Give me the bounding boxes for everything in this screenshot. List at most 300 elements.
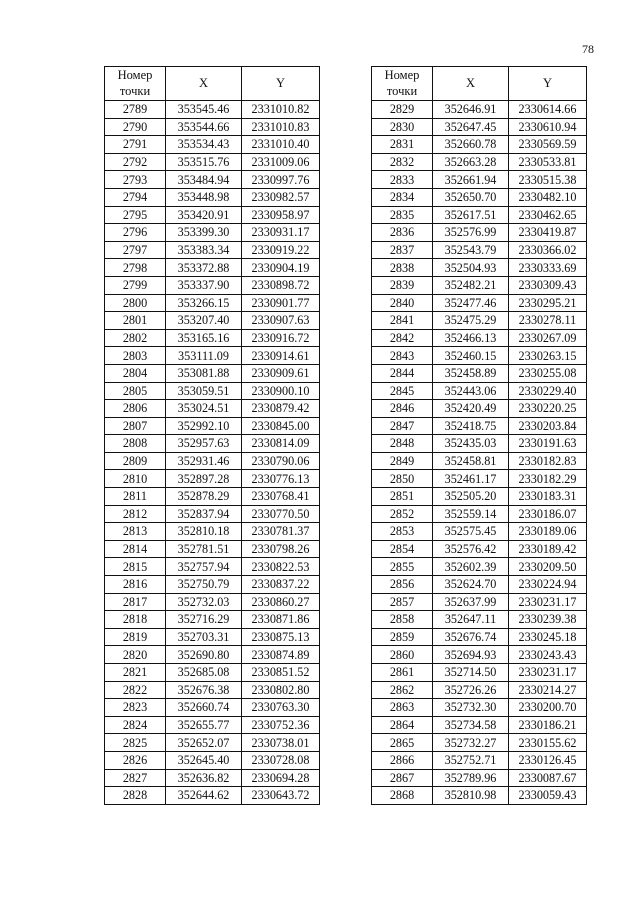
y-coordinate-cell: 2330790.06 [242, 452, 320, 470]
y-coordinate-cell: 2331010.83 [242, 118, 320, 136]
y-coordinate-cell: 2330263.15 [509, 347, 587, 365]
table-row [105, 787, 320, 805]
point-number-cell: 2867 [372, 769, 433, 787]
x-coordinate-cell: 353337.90 [166, 276, 242, 294]
point-number-cell: 2825 [105, 734, 166, 752]
y-coordinate-cell: 2330728.08 [242, 751, 320, 769]
y-coordinate-cell: 2330209.50 [509, 558, 587, 576]
point-number-cell: 2805 [105, 382, 166, 400]
y-coordinate-cell: 2330776.13 [242, 470, 320, 488]
point-number-cell: 2845 [372, 382, 433, 400]
table-row [105, 646, 320, 664]
table-header-row [372, 67, 587, 101]
x-coordinate-cell: 352477.46 [433, 294, 509, 312]
table-row [372, 224, 587, 242]
table-row [105, 611, 320, 629]
point-number-cell: 2839 [372, 276, 433, 294]
x-coordinate-cell: 353024.51 [166, 400, 242, 418]
x-coordinate-cell: 353484.94 [166, 171, 242, 189]
table-row [372, 347, 587, 365]
table-row [105, 470, 320, 488]
point-number-cell: 2809 [105, 452, 166, 470]
x-coordinate-cell: 352466.13 [433, 329, 509, 347]
table-row [372, 734, 587, 752]
point-number-cell: 2831 [372, 136, 433, 154]
point-number-cell: 2829 [372, 101, 433, 119]
table-row [105, 364, 320, 382]
y-coordinate-cell: 2330309.43 [509, 276, 587, 294]
y-coordinate-cell: 2330781.37 [242, 523, 320, 541]
x-coordinate-cell: 352647.45 [433, 118, 509, 136]
table-row [372, 400, 587, 418]
x-coordinate-cell: 352752.71 [433, 751, 509, 769]
y-coordinate-cell: 2331010.40 [242, 136, 320, 154]
point-number-cell: 2849 [372, 452, 433, 470]
y-coordinate-cell: 2330229.40 [509, 382, 587, 400]
point-number-cell: 2844 [372, 364, 433, 382]
table-row [105, 540, 320, 558]
y-coordinate-cell: 2330255.08 [509, 364, 587, 382]
point-number-cell: 2814 [105, 540, 166, 558]
header-point-number: Номер точки [372, 67, 433, 101]
table-row [105, 136, 320, 154]
x-coordinate-cell: 352663.28 [433, 153, 509, 171]
point-number-cell: 2796 [105, 224, 166, 242]
y-coordinate-cell: 2330278.11 [509, 312, 587, 330]
point-number-cell: 2840 [372, 294, 433, 312]
point-number-cell: 2846 [372, 400, 433, 418]
table-row [372, 312, 587, 330]
table-row [105, 452, 320, 470]
y-coordinate-cell: 2330614.66 [509, 101, 587, 119]
x-coordinate-cell: 352617.51 [433, 206, 509, 224]
y-coordinate-cell: 2330239.38 [509, 611, 587, 629]
table-row [372, 558, 587, 576]
y-coordinate-cell: 2330224.94 [509, 576, 587, 594]
header-y: Y [509, 67, 587, 101]
x-coordinate-cell: 352443.06 [433, 382, 509, 400]
y-coordinate-cell: 2330569.59 [509, 136, 587, 154]
x-coordinate-cell: 352420.49 [433, 400, 509, 418]
point-number-cell: 2807 [105, 417, 166, 435]
x-coordinate-cell: 353545.46 [166, 101, 242, 119]
table-row [105, 417, 320, 435]
y-coordinate-cell: 2330203.84 [509, 417, 587, 435]
x-coordinate-cell: 353534.43 [166, 136, 242, 154]
x-coordinate-cell: 352461.17 [433, 470, 509, 488]
coordinates-table-left [104, 66, 320, 805]
point-number-cell: 2790 [105, 118, 166, 136]
table-row [105, 329, 320, 347]
point-number-cell: 2792 [105, 153, 166, 171]
y-coordinate-cell: 2331010.82 [242, 101, 320, 119]
x-coordinate-cell: 352661.94 [433, 171, 509, 189]
y-coordinate-cell: 2330931.17 [242, 224, 320, 242]
table-row [372, 593, 587, 611]
point-number-cell: 2836 [372, 224, 433, 242]
point-number-cell: 2864 [372, 716, 433, 734]
y-coordinate-cell: 2330333.69 [509, 259, 587, 277]
point-number-cell: 2798 [105, 259, 166, 277]
y-coordinate-cell: 2330845.00 [242, 417, 320, 435]
x-coordinate-cell: 352644.62 [166, 787, 242, 805]
table-row [105, 751, 320, 769]
x-coordinate-cell: 353165.16 [166, 329, 242, 347]
y-coordinate-cell: 2330919.22 [242, 241, 320, 259]
table-row [105, 593, 320, 611]
point-number-cell: 2791 [105, 136, 166, 154]
point-number-cell: 2821 [105, 664, 166, 682]
x-coordinate-cell: 352660.74 [166, 699, 242, 717]
x-coordinate-cell: 353515.76 [166, 153, 242, 171]
x-coordinate-cell: 353399.30 [166, 224, 242, 242]
table-row [372, 769, 587, 787]
point-number-cell: 2868 [372, 787, 433, 805]
table-row [372, 206, 587, 224]
y-coordinate-cell: 2330909.61 [242, 364, 320, 382]
table-row [372, 540, 587, 558]
table-row [105, 400, 320, 418]
y-coordinate-cell: 2330879.42 [242, 400, 320, 418]
y-coordinate-cell: 2330802.80 [242, 681, 320, 699]
point-number-cell: 2850 [372, 470, 433, 488]
y-coordinate-cell: 2330533.81 [509, 153, 587, 171]
x-coordinate-cell: 352460.15 [433, 347, 509, 365]
table-row [372, 751, 587, 769]
x-coordinate-cell: 352690.80 [166, 646, 242, 664]
point-number-cell: 2789 [105, 101, 166, 119]
table-row [105, 769, 320, 787]
x-coordinate-cell: 352685.08 [166, 664, 242, 682]
table-row [105, 153, 320, 171]
table-row [372, 118, 587, 136]
x-coordinate-cell: 352781.51 [166, 540, 242, 558]
table-row [105, 664, 320, 682]
point-number-cell: 2812 [105, 505, 166, 523]
table-row [105, 558, 320, 576]
y-coordinate-cell: 2330851.52 [242, 664, 320, 682]
y-coordinate-cell: 2330900.10 [242, 382, 320, 400]
point-number-cell: 2816 [105, 576, 166, 594]
point-number-cell: 2852 [372, 505, 433, 523]
y-coordinate-cell: 2330871.86 [242, 611, 320, 629]
table-row [372, 611, 587, 629]
point-number-cell: 2838 [372, 259, 433, 277]
table-row [105, 681, 320, 699]
table-row [372, 488, 587, 506]
point-number-cell: 2818 [105, 611, 166, 629]
x-coordinate-cell: 352810.18 [166, 523, 242, 541]
table-row [372, 681, 587, 699]
x-coordinate-cell: 352543.79 [433, 241, 509, 259]
x-coordinate-cell: 353059.51 [166, 382, 242, 400]
table-row [372, 294, 587, 312]
point-number-cell: 2813 [105, 523, 166, 541]
y-coordinate-cell: 2330462.65 [509, 206, 587, 224]
point-number-cell: 2865 [372, 734, 433, 752]
y-coordinate-cell: 2330916.72 [242, 329, 320, 347]
x-coordinate-cell: 352576.42 [433, 540, 509, 558]
point-number-cell: 2847 [372, 417, 433, 435]
x-coordinate-cell: 352559.14 [433, 505, 509, 523]
x-coordinate-cell: 352504.93 [433, 259, 509, 277]
x-coordinate-cell: 352458.81 [433, 452, 509, 470]
y-coordinate-cell: 2330694.28 [242, 769, 320, 787]
x-coordinate-cell: 352650.70 [433, 188, 509, 206]
x-coordinate-cell: 352475.29 [433, 312, 509, 330]
table-row [105, 505, 320, 523]
x-coordinate-cell: 352602.39 [433, 558, 509, 576]
y-coordinate-cell: 2330898.72 [242, 276, 320, 294]
point-number-cell: 2828 [105, 787, 166, 805]
point-number-cell: 2855 [372, 558, 433, 576]
point-number-cell: 2861 [372, 664, 433, 682]
y-coordinate-cell: 2330814.09 [242, 435, 320, 453]
y-coordinate-cell: 2330482.10 [509, 188, 587, 206]
point-number-cell: 2856 [372, 576, 433, 594]
x-coordinate-cell: 352957.63 [166, 435, 242, 453]
table-row [105, 435, 320, 453]
point-number-cell: 2793 [105, 171, 166, 189]
x-coordinate-cell: 352703.31 [166, 628, 242, 646]
y-coordinate-cell: 2330914.61 [242, 347, 320, 365]
point-number-cell: 2832 [372, 153, 433, 171]
point-number-cell: 2848 [372, 435, 433, 453]
y-coordinate-cell: 2330220.25 [509, 400, 587, 418]
table-row [372, 364, 587, 382]
point-number-cell: 2860 [372, 646, 433, 664]
table-row [105, 101, 320, 119]
y-coordinate-cell: 2330875.13 [242, 628, 320, 646]
y-coordinate-cell: 2330186.21 [509, 716, 587, 734]
y-coordinate-cell: 2331009.06 [242, 153, 320, 171]
table-row [105, 523, 320, 541]
x-coordinate-cell: 353544.66 [166, 118, 242, 136]
y-coordinate-cell: 2330643.72 [242, 787, 320, 805]
table-row [372, 329, 587, 347]
table-row [105, 488, 320, 506]
table-row [372, 716, 587, 734]
x-coordinate-cell: 353207.40 [166, 312, 242, 330]
point-number-cell: 2811 [105, 488, 166, 506]
point-number-cell: 2835 [372, 206, 433, 224]
x-coordinate-cell: 352458.89 [433, 364, 509, 382]
x-coordinate-cell: 352878.29 [166, 488, 242, 506]
y-coordinate-cell: 2330059.43 [509, 787, 587, 805]
point-number-cell: 2834 [372, 188, 433, 206]
point-number-cell: 2853 [372, 523, 433, 541]
point-number-cell: 2803 [105, 347, 166, 365]
table-header-row [105, 67, 320, 101]
y-coordinate-cell: 2330214.27 [509, 681, 587, 699]
y-coordinate-cell: 2330200.70 [509, 699, 587, 717]
point-number-cell: 2859 [372, 628, 433, 646]
x-coordinate-cell: 353448.98 [166, 188, 242, 206]
table-row [372, 576, 587, 594]
point-number-cell: 2810 [105, 470, 166, 488]
x-coordinate-cell: 352837.94 [166, 505, 242, 523]
point-number-cell: 2808 [105, 435, 166, 453]
table-row [372, 523, 587, 541]
point-number-cell: 2826 [105, 751, 166, 769]
y-coordinate-cell: 2330191.63 [509, 435, 587, 453]
y-coordinate-cell: 2330860.27 [242, 593, 320, 611]
table-body-right [372, 101, 587, 805]
table-row [105, 699, 320, 717]
point-number-cell: 2820 [105, 646, 166, 664]
coordinates-table-right [371, 66, 587, 805]
table-row [105, 276, 320, 294]
table-row [372, 664, 587, 682]
y-coordinate-cell: 2330768.41 [242, 488, 320, 506]
point-number-cell: 2866 [372, 751, 433, 769]
y-coordinate-cell: 2330874.89 [242, 646, 320, 664]
y-coordinate-cell: 2330770.50 [242, 505, 320, 523]
y-coordinate-cell: 2330243.43 [509, 646, 587, 664]
x-coordinate-cell: 352418.75 [433, 417, 509, 435]
header-x: X [433, 67, 509, 101]
y-coordinate-cell: 2330245.18 [509, 628, 587, 646]
y-coordinate-cell: 2330155.62 [509, 734, 587, 752]
table-row [105, 312, 320, 330]
x-coordinate-cell: 352789.96 [433, 769, 509, 787]
table-row [372, 101, 587, 119]
x-coordinate-cell: 352732.03 [166, 593, 242, 611]
y-coordinate-cell: 2330837.22 [242, 576, 320, 594]
point-number-cell: 2827 [105, 769, 166, 787]
table-row [372, 505, 587, 523]
x-coordinate-cell: 352676.74 [433, 628, 509, 646]
table-row [105, 171, 320, 189]
point-number-cell: 2794 [105, 188, 166, 206]
table-body-left [105, 101, 320, 805]
point-number-cell: 2854 [372, 540, 433, 558]
y-coordinate-cell: 2330738.01 [242, 734, 320, 752]
x-coordinate-cell: 352646.91 [433, 101, 509, 119]
x-coordinate-cell: 352726.26 [433, 681, 509, 699]
header-x: X [166, 67, 242, 101]
x-coordinate-cell: 352482.21 [433, 276, 509, 294]
y-coordinate-cell: 2330182.29 [509, 470, 587, 488]
y-coordinate-cell: 2330267.09 [509, 329, 587, 347]
x-coordinate-cell: 352575.45 [433, 523, 509, 541]
table-row [372, 276, 587, 294]
y-coordinate-cell: 2330366.02 [509, 241, 587, 259]
y-coordinate-cell: 2330752.36 [242, 716, 320, 734]
y-coordinate-cell: 2330189.06 [509, 523, 587, 541]
x-coordinate-cell: 352676.38 [166, 681, 242, 699]
x-coordinate-cell: 352931.46 [166, 452, 242, 470]
x-coordinate-cell: 352645.40 [166, 751, 242, 769]
y-coordinate-cell: 2330822.53 [242, 558, 320, 576]
point-number-cell: 2800 [105, 294, 166, 312]
y-coordinate-cell: 2330189.42 [509, 540, 587, 558]
header-point-number: Номер точки [105, 67, 166, 101]
point-number-cell: 2815 [105, 558, 166, 576]
x-coordinate-cell: 352992.10 [166, 417, 242, 435]
y-coordinate-cell: 2330798.26 [242, 540, 320, 558]
y-coordinate-cell: 2330907.63 [242, 312, 320, 330]
x-coordinate-cell: 352897.28 [166, 470, 242, 488]
table-row [372, 787, 587, 805]
y-coordinate-cell: 2330419.87 [509, 224, 587, 242]
point-number-cell: 2841 [372, 312, 433, 330]
x-coordinate-cell: 352505.20 [433, 488, 509, 506]
x-coordinate-cell: 352750.79 [166, 576, 242, 594]
point-number-cell: 2797 [105, 241, 166, 259]
x-coordinate-cell: 352637.99 [433, 593, 509, 611]
point-number-cell: 2795 [105, 206, 166, 224]
table-row [372, 171, 587, 189]
table-row [105, 628, 320, 646]
point-number-cell: 2842 [372, 329, 433, 347]
point-number-cell: 2823 [105, 699, 166, 717]
y-coordinate-cell: 2330183.31 [509, 488, 587, 506]
y-coordinate-cell: 2330231.17 [509, 664, 587, 682]
table-row [105, 576, 320, 594]
y-coordinate-cell: 2330231.17 [509, 593, 587, 611]
table-row [105, 241, 320, 259]
point-number-cell: 2858 [372, 611, 433, 629]
y-coordinate-cell: 2330997.76 [242, 171, 320, 189]
table-row [372, 435, 587, 453]
y-coordinate-cell: 2330182.83 [509, 452, 587, 470]
x-coordinate-cell: 352660.78 [433, 136, 509, 154]
x-coordinate-cell: 353081.88 [166, 364, 242, 382]
point-number-cell: 2817 [105, 593, 166, 611]
y-coordinate-cell: 2330515.38 [509, 171, 587, 189]
x-coordinate-cell: 353111.09 [166, 347, 242, 365]
x-coordinate-cell: 353372.88 [166, 259, 242, 277]
point-number-cell: 2843 [372, 347, 433, 365]
table-row [372, 153, 587, 171]
table-row [105, 347, 320, 365]
page-number: 78 [582, 42, 594, 56]
x-coordinate-cell: 352732.27 [433, 734, 509, 752]
point-number-cell: 2863 [372, 699, 433, 717]
x-coordinate-cell: 352714.50 [433, 664, 509, 682]
table-row [105, 118, 320, 136]
table-row [372, 259, 587, 277]
point-number-cell: 2830 [372, 118, 433, 136]
table-row [372, 699, 587, 717]
x-coordinate-cell: 352732.30 [433, 699, 509, 717]
y-coordinate-cell: 2330904.19 [242, 259, 320, 277]
x-coordinate-cell: 352576.99 [433, 224, 509, 242]
point-number-cell: 2806 [105, 400, 166, 418]
y-coordinate-cell: 2330763.30 [242, 699, 320, 717]
x-coordinate-cell: 353383.34 [166, 241, 242, 259]
x-coordinate-cell: 352652.07 [166, 734, 242, 752]
table-row [105, 716, 320, 734]
x-coordinate-cell: 352624.70 [433, 576, 509, 594]
x-coordinate-cell: 353420.91 [166, 206, 242, 224]
x-coordinate-cell: 352734.58 [433, 716, 509, 734]
y-coordinate-cell: 2330901.77 [242, 294, 320, 312]
table-row [372, 382, 587, 400]
y-coordinate-cell: 2330295.21 [509, 294, 587, 312]
table-row [105, 188, 320, 206]
point-number-cell: 2801 [105, 312, 166, 330]
y-coordinate-cell: 2330126.45 [509, 751, 587, 769]
point-number-cell: 2824 [105, 716, 166, 734]
point-number-cell: 2804 [105, 364, 166, 382]
y-coordinate-cell: 2330958.97 [242, 206, 320, 224]
x-coordinate-cell: 352810.98 [433, 787, 509, 805]
x-coordinate-cell: 352757.94 [166, 558, 242, 576]
x-coordinate-cell: 352655.77 [166, 716, 242, 734]
table-row [105, 734, 320, 752]
